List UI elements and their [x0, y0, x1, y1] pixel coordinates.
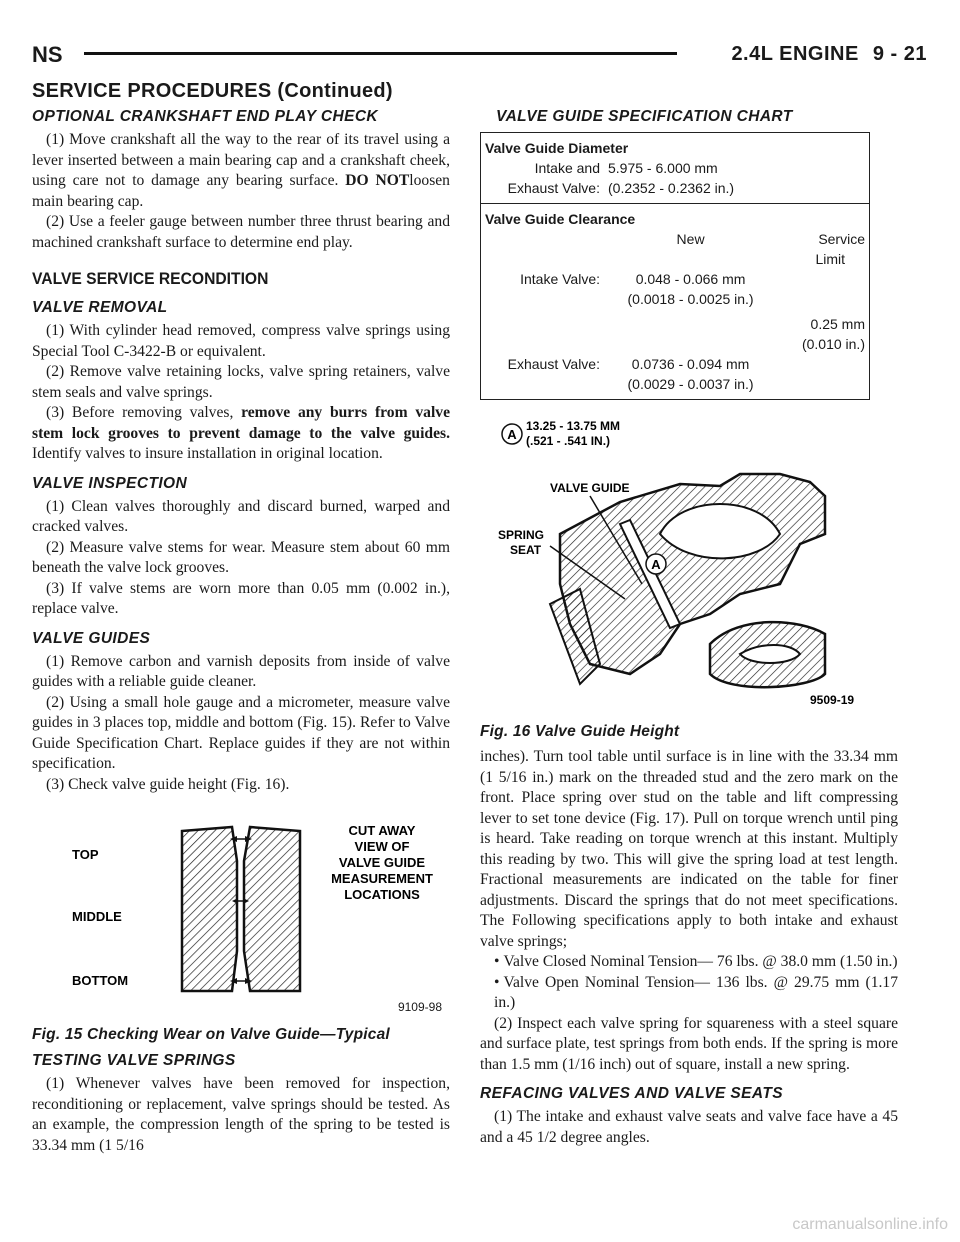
fig16-marker-a-2: A — [651, 557, 661, 572]
fig16-marker-a: A — [507, 427, 517, 442]
inspection-heading: VALVE INSPECTION — [32, 474, 188, 492]
right-column — [480, 108, 898, 1148]
header-rule — [84, 52, 677, 55]
fig15-callout-1: CUT AWAY — [348, 823, 416, 838]
diameter-in: (0.2352 - 0.2362 in.) — [608, 180, 735, 196]
fig16-caption: Fig. 16 Valve Guide Height — [480, 723, 680, 740]
fig16-guide-label: VALVE GUIDE — [550, 481, 630, 495]
recondition-heading: VALVE SERVICE RECONDITION — [32, 269, 269, 288]
valve-guide-height-illustration — [480, 414, 898, 714]
fig16-dim-mm: 13.25 - 13.75 MM — [526, 419, 621, 433]
fig15-callout-4: MEASUREMENT — [331, 871, 433, 886]
fig15-top-label: TOP — [72, 847, 99, 862]
fig15-callout-3: VALVE GUIDE — [338, 855, 426, 870]
inspection-step-1: (1) Clean valves thoroughly and discard burned, warped and cracked valves. — [32, 497, 450, 535]
watermark: carmanualsonline.info — [792, 1216, 948, 1233]
fig15-middle-label: MIDDLE — [72, 909, 122, 924]
intake-new-in: (0.0018 - 0.0025 in.) — [627, 291, 754, 307]
col-new: New — [676, 231, 705, 247]
spring-spec-open: • Valve Open Nominal Tension— 136 lbs. @ 29.75 mm (1.17 in.) — [494, 973, 898, 1011]
springs-heading: TESTING VALVE SPRINGS — [32, 1052, 236, 1069]
header-model: NS — [32, 42, 63, 67]
inspection-step-2: (2) Measure valve stems for wear. Measure stem about 60 mm beneath the valve lock grooves. — [32, 538, 450, 576]
exhaust-valve-label-2: Exhaust Valve: — [507, 356, 600, 372]
end-play-heading: OPTIONAL CRANKSHAFT END PLAY CHECK — [32, 108, 379, 125]
fig15-callout-2: VIEW OF — [354, 839, 410, 854]
guides-step-1: (1) Remove carbon and varnish deposits from inside of valve guides with a reliable guide cleaner. — [32, 652, 450, 690]
figure-16 — [480, 414, 898, 741]
fig15-code: 9109-98 — [397, 1000, 442, 1014]
inspection-step-3: (3) If valve stems are worn more than 0.05 mm (0.002 in.), replace valve. — [32, 579, 450, 617]
valve-guide-spec-table — [480, 132, 870, 400]
removal-heading: VALVE REMOVAL — [32, 299, 168, 316]
clearance-heading: Valve Guide Clearance — [481, 204, 870, 230]
spec-chart-title: VALVE GUIDE SPECIFICATION CHART — [496, 108, 793, 125]
fig16-spring-label: SPRING — [498, 528, 545, 542]
intake-new-mm: 0.048 - 0.066 mm — [635, 271, 746, 287]
header-right — [731, 43, 927, 66]
removal-step-1: (1) With cylinder head removed, compress valve springs using Special Tool C-3422-B or equivalent. — [32, 322, 450, 360]
removal-step-3: (3) Before removing valves, remove any burrs from valve stem lock grooves to prevent damage to the valve guides. Identify valves to insure installation in original location. — [32, 404, 450, 462]
header-section: 2.4L ENGINE — [731, 43, 859, 65]
diameter-heading: Valve Guide Diameter — [485, 140, 629, 156]
service-in: (0.010 in.) — [801, 336, 865, 352]
diameter-mm: 5.975 - 6.000 mm — [608, 160, 718, 176]
service-mm: 0.25 mm — [810, 316, 865, 332]
fig16-dim-in: (.521 - .541 IN.) — [526, 434, 611, 448]
col-service: Service — [818, 231, 865, 247]
section-title: SERVICE PROCEDURES (Continued) — [32, 80, 393, 102]
springs-step-1: (1) Whenever valves have been removed for inspection, reconditioning or replacement, valve springs should be tested. As an example, the compression length of the spring to be tested is 33.34 mm (1 5/16 — [32, 1075, 450, 1154]
page-header — [32, 40, 927, 70]
fig16-code: 9509-19 — [810, 693, 855, 707]
end-play-step-2: (2) Use a feeler gauge between number three thrust bearing and machined crankshaft surface to determine end play. — [32, 213, 450, 251]
guides-step-3: (3) Check valve guide height (Fig. 16). — [46, 775, 290, 793]
springs-continued: inches). Turn tool table until surface is in line with the 33.34 mm (1 5/16 in.) mark on the threaded stud and the zero mark on the front. Place spring over stud on the table and lift compressing lever to set tone device (Fig. 17). Pull on torque wrench until ping is heard. Take reading on torque wrench at this instant. Multiply this reading by two. This will give the spring load at test length. Fractional measurements are indicated on the table for finer adjustments. Discard the springs that do not meet specifications. The Following specifications apply to both intake and exhaust valve springs; — [480, 748, 898, 950]
guides-heading: VALVE GUIDES — [32, 629, 151, 647]
refacing-step-1: (1) The intake and exhaust valve seats and valve face have a 45 and a 45 1/2 degree angles. — [480, 1108, 898, 1146]
spring-spec-closed: • Valve Closed Nominal Tension— 76 lbs. @ 38.0 mm (1.50 in.) — [494, 953, 898, 970]
removal-step-2: (2) Remove valve retaining locks, valve spring retainers, valve stem seals and valve springs. — [32, 363, 450, 401]
page-number: 9 - 21 — [872, 43, 927, 65]
guides-step-2: (2) Using a small hole gauge and a micrometer, measure valve guides in 3 places top, middle and bottom (Fig. 15). Refer to Valve Guide Specification Chart. Replace guides if they are not within specification. — [32, 693, 450, 772]
springs-step-2: (2) Inspect each valve spring for squareness with a steel square and surface plate, test springs from both ends. If the spring is more than 1.5 mm (1/16 inch) out of square, install a new spring. — [480, 1014, 898, 1073]
fig15-caption: Fig. 15 Checking Wear on Valve Guide—Typical — [32, 1026, 390, 1043]
intake-and-label: Intake and — [534, 160, 600, 176]
exhaust-new-in: (0.0029 - 0.0037 in.) — [627, 376, 754, 392]
fig15-bottom-label: BOTTOM — [72, 973, 129, 988]
col-limit: Limit — [815, 251, 845, 267]
valve-guide-cutaway-illustration — [32, 801, 450, 1001]
fig16-seat-label: SEAT — [510, 543, 542, 557]
end-play-step-1: (1) Move crankshaft all the way to the rear of its travel using a lever inserted between a main bearing cap and a crankshaft cheek, using care not to damage any bearing surface. DO NOTloosen main bearing cap. — [32, 131, 450, 210]
figure-15 — [32, 801, 450, 1044]
exhaust-new-mm: 0.0736 - 0.094 mm — [631, 356, 750, 372]
refacing-heading: REFACING VALVES AND VALVE SEATS — [480, 1085, 783, 1102]
fig15-callout-5: LOCATIONS — [344, 887, 420, 902]
exhaust-valve-label: Exhaust Valve: — [507, 180, 600, 196]
intake-valve-label: Intake Valve: — [520, 271, 600, 287]
left-column — [32, 108, 450, 1156]
